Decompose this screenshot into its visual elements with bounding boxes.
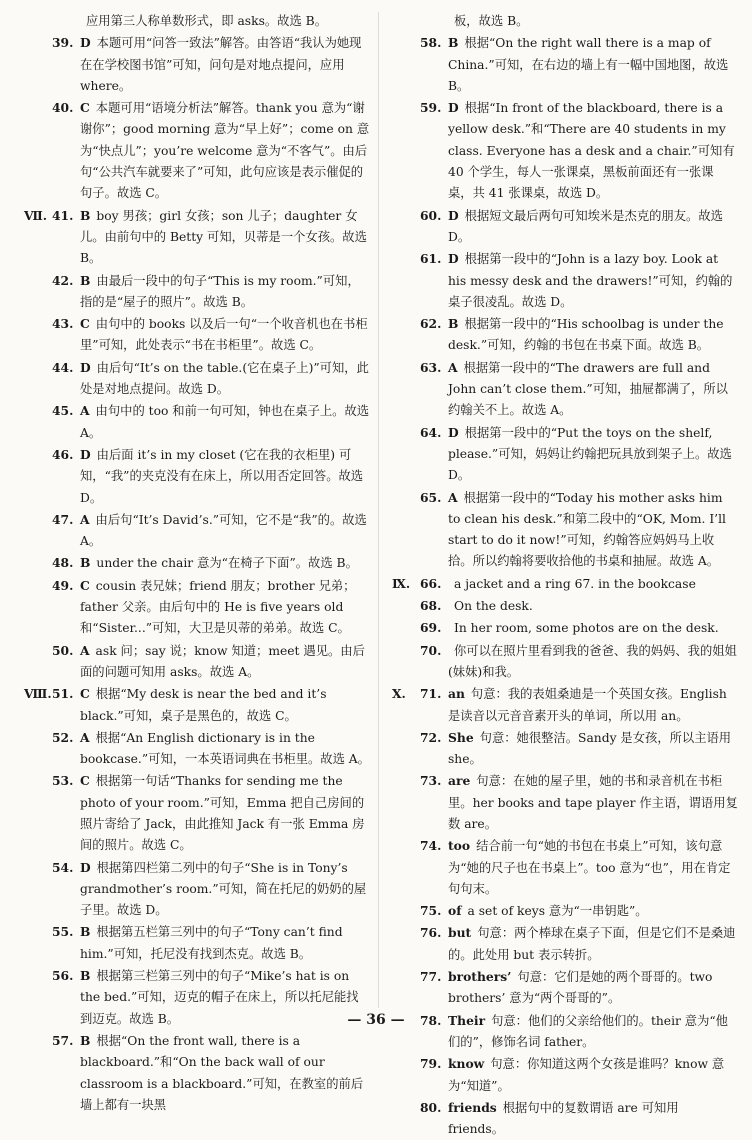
- answer-entry: [386, 727, 738, 771]
- explanation-text: 根据第四栏第二列中的句子“She is in Tony’s grandmother’s room.”可知，简在托尼的奶奶的屋子里。故选 D。: [80, 860, 367, 918]
- question-number: 51.: [52, 686, 74, 702]
- answer-entry: [386, 683, 738, 727]
- answer-choice: C: [80, 577, 90, 593]
- answer-choice: She: [448, 729, 474, 745]
- answer-choice: C: [80, 316, 90, 332]
- explanation-text: 根据第一段中的“Put the toys on the shelf, please.”可知，妈妈让约翰把玩具放到架子上。故选 D。: [448, 425, 732, 483]
- answer-choice: too: [448, 838, 471, 854]
- explanation-text: 根据第一段中的“The drawers are full and John can’t close them.”可知，抽屉都满了，所以约翰关不上。故选 A。: [448, 360, 728, 418]
- explanation-text: 由后句“It’s David’s.”可知，它不是“我”的。故选 A。: [80, 512, 367, 549]
- question-number: 39.: [52, 35, 74, 51]
- section-marker: Ⅷ.: [24, 686, 52, 702]
- question-number: 40.: [52, 100, 74, 116]
- answer-entry: [18, 575, 370, 640]
- explanation-text: a set of keys 意为“一串钥匙”。: [467, 904, 648, 919]
- question-number: 57.: [52, 1032, 74, 1048]
- question-number: 75.: [420, 903, 442, 919]
- column-divider: [378, 12, 379, 1008]
- question-number: 56.: [52, 968, 74, 984]
- answer-choice: A: [80, 642, 90, 658]
- page-number: — 36 —: [347, 1012, 405, 1028]
- answer-entry: [18, 444, 370, 509]
- question-number: 54.: [52, 859, 74, 875]
- answer-choice: D: [80, 446, 91, 462]
- question-number: 77.: [420, 969, 442, 985]
- answer-entry: [18, 270, 370, 314]
- answer-choice: B: [448, 316, 459, 332]
- answer-entry: [386, 595, 738, 617]
- answer-choice: A: [448, 359, 458, 375]
- answer-entry: [386, 97, 738, 204]
- explanation-text: 根据第一段中的“John is a lazy boy. Look at his messy desk and the drawers!”可知，约翰的桌子很凌乱。故选 D。: [448, 252, 733, 309]
- explanation-text: 根据“An English dictionary is in the bookcase.”可知，一本英语词典在书柜里。故选 A。: [80, 730, 370, 767]
- explanation-text: 根据“My desk is near the bed and it’s black.”可知，桌子是黑色的，故选 C。: [80, 687, 327, 723]
- answer-entry: [18, 400, 370, 444]
- question-number: 78.: [420, 1012, 442, 1028]
- explanation-text: 根据第一句话“Thanks for sending me the photo of your room.”可知，Emma 把自己房间的照片寄给了 Jack，由此推知 Jack 有一张 Emma 房间的照片。故选 C。: [80, 774, 365, 853]
- explanation-text: In her room, some photos are on the desk.: [454, 621, 719, 636]
- section-marker: Ⅶ.: [24, 207, 48, 223]
- answer-entry: [18, 683, 370, 727]
- explanation-text: 根据第一段中的“Today his mother asks him to clean his desk.”和第二段中的“OK, Mom. I’ll start to do it now!”可知，约翰答应妈妈马上收拾。所以约翰将要收拾他的书桌和抽屉。故选 A。: [448, 490, 726, 569]
- answer-choice: D: [448, 100, 459, 116]
- answer-entry: [386, 922, 738, 966]
- question-number: 64.: [420, 424, 442, 440]
- answer-entry: [18, 552, 370, 574]
- answer-choice: Their: [448, 1012, 486, 1028]
- answer-entry: [18, 205, 370, 270]
- question-number: 60.: [420, 207, 442, 223]
- answer-choice: A: [80, 729, 90, 745]
- explanation-text: 根据第一段中的“His schoolbag is under the desk.”可知，约翰的书包在书桌下面。故选 B。: [448, 317, 724, 353]
- explanation-text: ask 问；say 说；know 知道；meet 遇见。由后面的问题可知用 asks。故选 A。: [80, 643, 365, 679]
- answer-entry: [386, 357, 738, 422]
- explanation-text: 板，故选 B。: [454, 14, 529, 28]
- answer-entry: [18, 97, 370, 204]
- answer-entry: [386, 10, 738, 32]
- answer-choice: B: [80, 1032, 91, 1048]
- answer-entry: [386, 640, 738, 684]
- answer-choice: are: [448, 773, 471, 789]
- answer-choice: of: [448, 903, 462, 919]
- question-number: 44.: [52, 359, 74, 375]
- explanation-text: 根据“On the front wall, there is a blackboard.”和“On the back wall of our classroom is a blackboard.”可知，在教室的前后墙上都有一块黑: [80, 1033, 364, 1112]
- question-number: 49.: [52, 577, 74, 593]
- explanation-text: 由最后一段中的句子“This is my room.”可知，指的是“屋子的照片”。故选 B。: [80, 273, 360, 309]
- section-marker: Ⅹ.: [392, 686, 406, 702]
- question-number: 61.: [420, 251, 442, 267]
- answer-entry: [18, 727, 370, 771]
- answer-choice: B: [80, 924, 91, 940]
- answer-entry: [18, 770, 370, 856]
- explanation-text: 根据第三栏第三列中的句子“Mike’s hat is on the bed.”可知，迈克的帽子在床上，所以托尼能找到迈克。故选 B。: [80, 969, 359, 1026]
- explanation-text: 根据短文最后两句可知埃米是杰克的朋友。故选 D。: [448, 208, 723, 244]
- explanation-text: 句意：两个棒球在桌子下面，但是它们不是桑迪的。此处用 but 表示转折。: [448, 926, 736, 962]
- explanation-text: 本题可用“问答一致法”解答。由答语“我认为她现在在学校图书馆”可知，问句是对地点提问，应用 where。: [80, 36, 362, 93]
- question-number: 55.: [52, 924, 74, 940]
- question-number: 45.: [52, 403, 74, 419]
- explanation-text: 由句中的 books 以及后一句“一个收音机也在书柜里”可知，此处表示“书在书柜里”。故选 C。: [80, 317, 368, 353]
- answer-entry: [18, 313, 370, 357]
- question-number: 50.: [52, 642, 74, 658]
- answer-choice: B: [80, 207, 91, 223]
- answer-entry: [386, 617, 738, 639]
- answer-entry: [18, 32, 370, 97]
- answer-choice: A: [80, 403, 90, 419]
- question-number: 66.: [420, 575, 442, 591]
- question-number: 63.: [420, 359, 442, 375]
- answer-choice: C: [80, 100, 90, 116]
- answer-choice: B: [448, 35, 459, 51]
- explanation-text: 句意：在她的屋子里，她的书和录音机在书柜里。her books and tape player 作主语，谓语用复数 are。: [448, 774, 738, 831]
- answer-choice: D: [448, 424, 459, 440]
- question-number: 62.: [420, 316, 442, 332]
- answer-choice: B: [80, 968, 91, 984]
- question-number: 76.: [420, 925, 442, 941]
- answer-choice: D: [448, 251, 459, 267]
- explanation-text: 根据“In front of the blackboard, there is a yellow desk.”和“There are 40 students in my class. Everyone has a desk and a chair.”可知有 40 个学生，每人一张课桌，黑板前面还有一张课桌，共 41 张课桌，故选 D。: [448, 101, 735, 201]
- question-number: 46.: [52, 446, 74, 462]
- answer-choice: C: [80, 686, 90, 702]
- question-number: 65.: [420, 489, 442, 505]
- question-number: 48.: [52, 555, 74, 571]
- question-number: 74.: [420, 838, 442, 854]
- answer-entry: [386, 770, 738, 835]
- question-number: 52.: [52, 729, 74, 745]
- question-number: 42.: [52, 272, 74, 288]
- answer-choice: B: [80, 272, 91, 288]
- answer-entry: [18, 1030, 370, 1116]
- explanation-text: boy 男孩；girl 女孩；son 儿子；daughter 女儿。由前句中的 Betty 可知，贝蒂是一个女孩。故选 B。: [80, 208, 367, 266]
- explanation-text: 本题可用“语境分析法”解答。thank you 意为“谢谢你”；good morning 意为“早上好”；come on 意为“快点儿”；you’re welcome 意为“不客气”。由后句“公共汽车就要来了”可知，此句应该是表示催促的句子。故选 C。: [80, 101, 370, 201]
- answer-entry: [386, 1053, 738, 1097]
- answer-entry: [18, 921, 370, 965]
- answer-entry: [18, 509, 370, 553]
- question-number: 79.: [420, 1056, 442, 1072]
- answer-choice: but: [448, 925, 472, 941]
- explanation-text: 句意：他们的父亲给他们的。their 意为“他们的”，修饰名词 father。: [448, 1013, 728, 1049]
- answer-choice: D: [448, 207, 459, 223]
- explanation-text: On the desk.: [454, 599, 533, 614]
- answer-entry: [386, 900, 738, 922]
- explanation-text: a jacket and a ring 67. in the bookcase: [454, 576, 696, 591]
- answer-entry: [18, 857, 370, 922]
- explanation-text: 根据第五栏第三列中的句子“Tony can’t find him.”可知，托尼没有找到杰克。故选 B。: [80, 925, 343, 961]
- question-number: 72.: [420, 729, 442, 745]
- explanation-text: 由后面 it’s in my closet (它在我的衣柜里) 可知，“我”的夹克没有在床上，所以用否定回答。故选 D。: [80, 447, 364, 505]
- question-number: 80.: [420, 1099, 442, 1115]
- question-number: 47.: [52, 511, 74, 527]
- section-marker: Ⅸ.: [392, 575, 411, 591]
- explanation-text: 句意：她很整洁。Sandy 是女孩，所以主语用 she。: [448, 730, 732, 767]
- explanation-text: under the chair 意为“在椅子下面”。故选 B。: [96, 556, 358, 571]
- answer-entry: [386, 1097, 738, 1140]
- answer-entry: [18, 640, 370, 684]
- answer-choice: A: [448, 489, 458, 505]
- question-number: 71.: [420, 686, 442, 702]
- explanation-text: 句意：它们是她的两个哥哥的。two brothers’ 意为“两个哥哥的”。: [448, 970, 713, 1006]
- question-number: 41.: [52, 207, 74, 223]
- question-number: 58.: [420, 35, 442, 51]
- answer-entry: [386, 487, 738, 573]
- explanation-text: 根据句中的复数谓语 are 可知用 friends。: [448, 1100, 679, 1137]
- answer-entry: [386, 573, 738, 595]
- answer-choice: D: [80, 359, 91, 375]
- answer-choice: A: [80, 511, 90, 527]
- explanation-text: 由后句“It’s on the table.(它在桌子上)”可知，此处是对地点提问。故选 D。: [80, 360, 369, 397]
- answer-entry: [386, 835, 738, 900]
- question-number: 59.: [420, 100, 442, 116]
- explanation-text: 根据“On the right wall there is a map of China.”可知，在右边的墙上有一幅中国地图，故选 B。: [448, 36, 729, 93]
- answer-entry: [386, 32, 738, 97]
- answer-choice: brothers’: [448, 969, 512, 985]
- answer-choice: know: [448, 1056, 485, 1072]
- explanation-text: 你可以在照片里看到我的爸爸、我的妈妈、我的姐姐(妹妹)和我。: [448, 643, 737, 679]
- explanation-text: 应用第三人称单数形式，即 asks。故选 B。: [86, 14, 328, 28]
- question-number: 43.: [52, 316, 74, 332]
- answer-entry: [18, 357, 370, 401]
- explanation-text: cousin 表兄妹；friend 朋友；brother 兄弟；father 父亲。由后句中的 He is five years old 和“Sister...”可知，大卫是贝蒂的弟弟。故选 C。: [80, 578, 356, 636]
- right-column: [386, 10, 738, 1140]
- answer-choice: D: [80, 35, 91, 51]
- answer-choice: C: [80, 773, 90, 789]
- question-number: 68.: [420, 598, 442, 614]
- answer-entry: [386, 313, 738, 357]
- explanation-text: 结合前一句“她的书包在书桌上”可知，该句意为“她的尺子也在书桌上”。too 意为“也”，用在肯定句句末。: [448, 839, 731, 896]
- question-number: 69.: [420, 620, 442, 636]
- answer-choice: D: [80, 859, 91, 875]
- question-number: 70.: [420, 642, 442, 658]
- answer-entry: [386, 248, 738, 313]
- answer-entry: [18, 10, 370, 32]
- left-column: [18, 10, 370, 1116]
- explanation-text: 句意：我的表姐桑迪是一个英国女孩。English 是读音以元音音素开头的单词，所以用 an。: [448, 687, 727, 723]
- answer-entry: [386, 966, 738, 1010]
- explanation-text: 句意：你知道这两个女孩是谁吗？know 意为“知道”。: [448, 1057, 725, 1093]
- answer-entry: [386, 205, 738, 249]
- explanation-text: 由句中的 too 和前一句可知，钟也在桌子上。故选 A。: [80, 404, 370, 440]
- answer-choice: friends: [448, 1099, 497, 1115]
- answer-choice: B: [80, 555, 91, 571]
- answer-choice: an: [448, 686, 465, 702]
- answer-entry: [386, 422, 738, 487]
- question-number: 73.: [420, 773, 442, 789]
- question-number: 53.: [52, 773, 74, 789]
